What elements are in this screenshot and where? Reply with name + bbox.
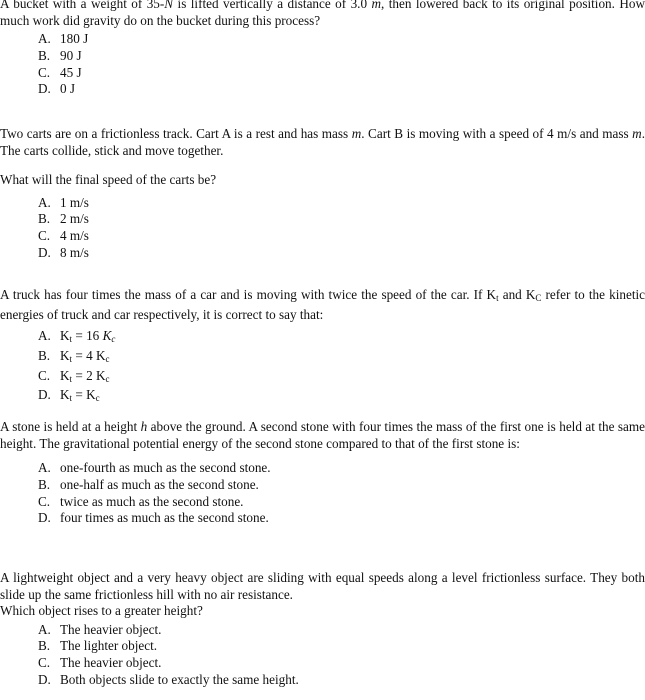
k-symbol: K bbox=[60, 387, 70, 403]
relation: = 2 bbox=[72, 367, 96, 383]
question-3-options bbox=[0, 328, 645, 407]
option-d[interactable] bbox=[38, 387, 645, 407]
stem-text: A truck has four times the mass of a car and is moving with twice the speed of the car. If K bbox=[0, 287, 497, 302]
option-text: The heavier object. bbox=[60, 621, 162, 637]
option-letter: B. bbox=[38, 476, 51, 492]
option-a[interactable] bbox=[38, 31, 645, 48]
question-5-stem: A lightweight object and a very heavy object are sliding with equal speeds along a level frictionless surface. They both slide up the same frictionless hill with no air resistance. bbox=[0, 570, 645, 602]
option-c[interactable] bbox=[38, 228, 645, 245]
stem-text: is lifted vertically a distance of 3.0 bbox=[173, 0, 372, 11]
option-b[interactable] bbox=[38, 348, 645, 368]
option-text: The lighter object. bbox=[60, 638, 158, 654]
subscript: c bbox=[111, 334, 116, 345]
option-letter: A. bbox=[38, 194, 51, 210]
option-letter: C. bbox=[38, 493, 51, 509]
question-3 bbox=[0, 287, 645, 407]
stem-text: and K bbox=[498, 287, 536, 302]
option-letter: A. bbox=[38, 460, 51, 476]
subscript: c bbox=[105, 373, 110, 384]
subscript: c bbox=[95, 393, 100, 404]
stem-var: m bbox=[351, 126, 362, 141]
option-letter: C. bbox=[38, 655, 51, 671]
question-2-stem bbox=[0, 126, 645, 159]
option-a[interactable] bbox=[38, 622, 645, 639]
stem-text: A bucket with a weight of 35- bbox=[0, 0, 165, 11]
option-c[interactable] bbox=[38, 65, 645, 82]
option-letter: B. bbox=[38, 47, 51, 63]
option-letter: A. bbox=[38, 31, 51, 47]
k-symbol: K bbox=[95, 367, 106, 383]
subscript: t bbox=[69, 373, 73, 384]
option-text: 180 J bbox=[60, 31, 89, 47]
option-text: four times as much as the second stone. bbox=[60, 510, 269, 526]
option-b[interactable] bbox=[38, 477, 645, 494]
option-letter: D. bbox=[38, 510, 51, 526]
k-symbol: K bbox=[60, 347, 70, 363]
question-2 bbox=[0, 126, 645, 262]
option-letter: B. bbox=[38, 211, 51, 227]
subscript: c bbox=[105, 353, 110, 364]
option-b[interactable] bbox=[38, 638, 645, 655]
option-letter: C. bbox=[38, 228, 51, 244]
option-letter: A. bbox=[38, 621, 51, 637]
option-text: 0 J bbox=[60, 81, 76, 97]
option-letter: D. bbox=[38, 387, 51, 403]
option-text: twice as much as the second stone. bbox=[60, 493, 244, 509]
question-1 bbox=[0, 0, 645, 98]
relation: = 4 bbox=[72, 347, 96, 363]
stem-var: N bbox=[164, 0, 174, 11]
option-letter: D. bbox=[38, 244, 51, 260]
stem-text: above the ground. A second stone with four times the mass of the first one is held at the same height. The gravitational potential energy of the second stone compared to that of the first stone is: bbox=[0, 419, 645, 451]
option-letter: B. bbox=[38, 347, 51, 363]
relation: = bbox=[72, 387, 87, 403]
option-c[interactable] bbox=[38, 494, 645, 511]
option-d[interactable] bbox=[38, 245, 645, 262]
k-symbol: K bbox=[60, 367, 70, 383]
option-letter: A. bbox=[38, 328, 51, 344]
subscript: C bbox=[535, 293, 542, 303]
stem-text: Two carts are on a frictionless track. Cart A is a rest and has mass bbox=[0, 126, 352, 141]
question-4-stem bbox=[0, 419, 645, 452]
subscript: t bbox=[69, 334, 73, 345]
question-2-options bbox=[0, 195, 645, 262]
k-symbol: K bbox=[86, 387, 96, 403]
k-symbol: K bbox=[102, 328, 112, 344]
subscript: t bbox=[69, 393, 73, 404]
option-a[interactable] bbox=[38, 460, 645, 477]
relation: = 16 bbox=[72, 328, 103, 344]
subscript: t bbox=[69, 353, 73, 364]
question-5-options bbox=[0, 622, 645, 689]
option-text: 4 m/s bbox=[60, 228, 89, 244]
k-symbol: K bbox=[60, 328, 70, 344]
option-d[interactable] bbox=[38, 672, 645, 689]
question-4-options bbox=[0, 460, 645, 527]
option-text: one-half as much as the second stone. bbox=[60, 476, 259, 492]
question-3-stem bbox=[0, 287, 645, 323]
question-4 bbox=[0, 419, 645, 527]
question-5 bbox=[0, 570, 645, 689]
option-a[interactable] bbox=[38, 195, 645, 212]
stem-text: . Cart B is moving with a speed of 4 m/s and mass bbox=[361, 126, 633, 141]
stem-text: . The carts collide, stick and move together. bbox=[0, 126, 645, 158]
option-text: 45 J bbox=[60, 64, 82, 80]
question-1-stem bbox=[0, 0, 645, 29]
option-c[interactable] bbox=[38, 655, 645, 672]
option-text: 2 m/s bbox=[60, 211, 89, 227]
k-symbol: K bbox=[95, 347, 106, 363]
stem-text: , then lowered back to its original position. How much work did gravity do on the bucket during this process? bbox=[0, 0, 645, 28]
subscript: t bbox=[496, 293, 499, 303]
option-letter: D. bbox=[38, 671, 51, 687]
option-text: Both objects slide to exactly the same height. bbox=[60, 671, 299, 687]
stem-var: m bbox=[371, 0, 382, 11]
option-text: one-fourth as much as the second stone. bbox=[60, 460, 271, 476]
stem-var: h bbox=[140, 419, 148, 434]
question-1-options bbox=[0, 31, 645, 98]
option-text: The heavier object. bbox=[60, 655, 162, 671]
option-text: 1 m/s bbox=[60, 194, 89, 210]
option-a[interactable] bbox=[38, 328, 645, 348]
question-2-question: What will the final speed of the carts be? bbox=[0, 172, 217, 188]
option-c[interactable] bbox=[38, 368, 645, 388]
option-d[interactable] bbox=[38, 81, 645, 98]
question-5-question: Which object rises to a greater height? bbox=[0, 603, 203, 619]
option-b[interactable] bbox=[38, 211, 645, 228]
option-d[interactable] bbox=[38, 510, 645, 527]
stem-text: A stone is held at a height bbox=[0, 419, 141, 434]
stem-text: refer to the kinetic energies of truck and car respectively, it is correct to say that: bbox=[0, 287, 645, 322]
option-text: 90 J bbox=[60, 47, 82, 63]
stem-var: m bbox=[632, 126, 642, 141]
option-letter: D. bbox=[38, 81, 51, 97]
option-b[interactable] bbox=[38, 48, 645, 65]
option-letter: B. bbox=[38, 638, 51, 654]
option-letter: C. bbox=[38, 64, 51, 80]
option-text: 8 m/s bbox=[60, 244, 89, 260]
option-letter: C. bbox=[38, 367, 51, 383]
